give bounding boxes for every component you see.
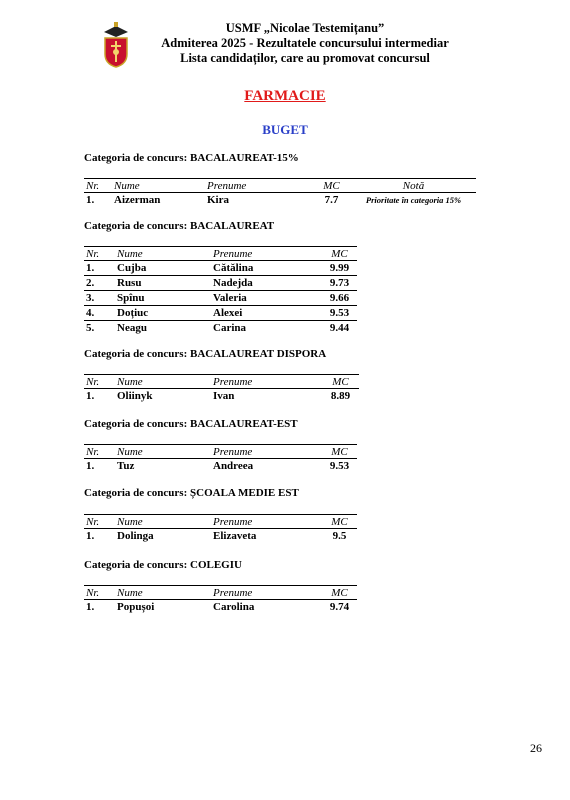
candidates-table: [84, 514, 357, 543]
table-header-row: [84, 179, 476, 193]
row-prenume: Carina: [213, 322, 246, 334]
row-mc: 9.53: [322, 306, 357, 321]
row-prenume: Valeria: [213, 291, 322, 306]
row-prenume: Elizaveta: [213, 530, 257, 542]
row-nr: 4.: [84, 306, 117, 321]
row-nume: Tuz: [117, 460, 135, 472]
col-prenume: Prenume: [213, 375, 322, 389]
category-title: Categoria de concurs: COLEGIU: [84, 559, 242, 571]
table-row: [84, 306, 357, 321]
row-nume: Rusu: [117, 276, 213, 291]
category-title: Categoria de concurs: ȘCOALA MEDIE EST: [84, 487, 299, 499]
table-header-row: [84, 247, 357, 261]
col-mc: MC: [322, 375, 359, 389]
page-number: 26: [530, 741, 542, 755]
row-prenume: Carolina: [213, 601, 255, 613]
funding-type: BUGET: [262, 122, 308, 137]
row-nr: 1.: [86, 460, 95, 472]
col-mc: MC: [312, 179, 351, 193]
row-mc: 9.53: [329, 460, 350, 472]
row-nume: Cujba: [117, 261, 213, 276]
table-row: [84, 291, 357, 306]
table-row: [84, 389, 359, 404]
col-nume: Nume: [117, 445, 213, 459]
row-mc: 9.5: [332, 530, 347, 542]
candidates-table: [84, 585, 357, 614]
row-nume: Popușoi: [117, 601, 155, 613]
row-nume: Aizerman: [114, 194, 161, 206]
row-mc: 7.7: [324, 194, 339, 206]
table-row: [84, 600, 357, 615]
category-title: Categoria de concurs: BACALAUREAT: [84, 220, 275, 232]
col-mc: MC: [322, 247, 357, 261]
row-prenume: Alexei: [213, 306, 322, 321]
table-header-row: [84, 445, 357, 459]
candidates-table: [84, 246, 357, 335]
row-nr: 5.: [86, 322, 95, 334]
row-prenume: Kira: [207, 194, 229, 206]
col-nota: Notă: [351, 179, 476, 193]
table-header-row: [84, 586, 357, 600]
table-row: [84, 459, 357, 474]
table-row: [84, 321, 357, 336]
candidates-table: [84, 178, 476, 207]
row-nume: Neagu: [117, 322, 147, 334]
document-header: [145, 21, 465, 66]
row-prenume: Nadejda: [213, 276, 322, 291]
row-nr: 2.: [84, 276, 117, 291]
col-mc: MC: [322, 586, 357, 600]
table-row: [84, 261, 357, 276]
table-header-row: [84, 515, 357, 529]
row-prenume: Ivan: [213, 390, 235, 402]
table-header-row: [84, 375, 359, 389]
category-title: Categoria de concurs: BACALAUREAT DISPORA: [84, 348, 327, 360]
row-nr: 3.: [84, 291, 117, 306]
row-mc: 9.99: [322, 261, 357, 276]
row-mc: 9.74: [329, 601, 350, 613]
row-prenume: Andreea: [213, 460, 254, 472]
university-crest-logo: [101, 22, 131, 68]
col-nr: Nr.: [84, 179, 114, 193]
category-title: Categoria de concurs: BACALAUREAT-EST: [84, 418, 298, 430]
col-nr: Nr.: [84, 247, 117, 261]
col-mc: MC: [322, 445, 357, 459]
col-prenume: Prenume: [207, 179, 312, 193]
row-nume: Dolinga: [117, 530, 154, 542]
row-nr: 1.: [86, 194, 95, 206]
col-nr: Nr.: [84, 515, 117, 529]
faculty-title: FARMACIE: [244, 88, 326, 104]
header-list-title: Lista candidaților, care au promovat concursul: [180, 51, 430, 65]
col-nume: Nume: [117, 586, 213, 600]
row-prenume: Cătălina: [213, 261, 322, 276]
col-nume: Nume: [117, 515, 213, 529]
table-row: [84, 276, 357, 291]
row-nr: 1.: [84, 261, 117, 276]
table-row: [84, 193, 476, 208]
col-prenume: Prenume: [213, 586, 322, 600]
category-title: Categoria de concurs: BACALAUREAT-15%: [84, 152, 299, 164]
col-nr: Nr.: [84, 586, 117, 600]
col-nr: Nr.: [84, 375, 117, 389]
candidates-table: [84, 444, 357, 473]
row-nume: Doțiuc: [117, 306, 213, 321]
row-mc: 9.66: [322, 291, 357, 306]
row-nume: Oliinyk: [117, 390, 153, 402]
table-row: [84, 529, 357, 544]
row-nr: 1.: [86, 530, 95, 542]
col-mc: MC: [322, 515, 357, 529]
col-nume: Nume: [114, 179, 207, 193]
col-prenume: Prenume: [213, 247, 322, 261]
row-nota: Prioritate în categoria 15%: [365, 195, 462, 205]
row-mc: 9.44: [329, 322, 350, 334]
header-admission-title: Admiterea 2025 - Rezultatele concursului intermediar: [161, 36, 449, 50]
row-mc: 8.89: [330, 390, 351, 402]
col-prenume: Prenume: [213, 515, 322, 529]
row-nume: Spînu: [117, 291, 213, 306]
col-nume: Nume: [117, 375, 213, 389]
col-nr: Nr.: [84, 445, 117, 459]
col-nume: Nume: [117, 247, 213, 261]
candidates-table: [84, 374, 359, 403]
header-institution: USMF „Nicolae Testemițanu”: [225, 21, 385, 35]
row-mc: 9.73: [322, 276, 357, 291]
col-prenume: Prenume: [213, 445, 322, 459]
row-nr: 1.: [86, 601, 95, 613]
row-nr: 1.: [86, 390, 95, 402]
